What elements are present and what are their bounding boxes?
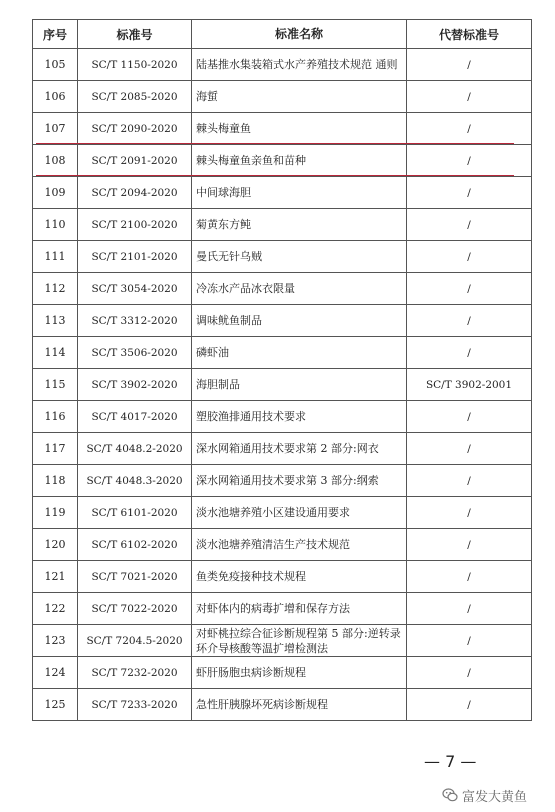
watermark-text: 富发大黄鱼 — [462, 789, 528, 805]
cell-standard-code: SC/T 7021-2020 — [78, 561, 192, 593]
cell-standard-name: 深水网箱通用技术要求第 2 部分:网衣 — [192, 433, 407, 465]
cell-standard-name: 急性肝胰腺坏死病诊断规程 — [192, 689, 407, 721]
cell-serial-number: 111 — [33, 241, 78, 273]
header-replaced-standard: 代替标准号 — [407, 20, 532, 49]
cell-serial-number: 119 — [33, 497, 78, 529]
highlight-underline-107 — [36, 143, 514, 144]
cell-standard-code: SC/T 2090-2020 — [78, 113, 192, 145]
standards-table — [32, 19, 532, 721]
cell-standard-name: 磷虾油 — [192, 337, 407, 369]
cell-standard-name: 淡水池塘养殖小区建设通用要求 — [192, 497, 407, 529]
cell-replaced-standard: / — [407, 657, 532, 689]
cell-standard-name: 棘头梅童鱼 — [192, 113, 407, 145]
cell-standard-name: 曼氏无针乌贼 — [192, 241, 407, 273]
table-row — [33, 49, 532, 81]
cell-standard-code: SC/T 2091-2020 — [78, 145, 192, 177]
cell-replaced-standard: / — [407, 593, 532, 625]
cell-standard-name: 中间球海胆 — [192, 177, 407, 209]
watermark — [442, 785, 527, 805]
cell-standard-code: SC/T 3902-2020 — [78, 369, 192, 401]
header-standard-name: 标准名称 — [192, 20, 407, 49]
cell-replaced-standard: / — [407, 433, 532, 465]
table-row — [33, 337, 532, 369]
cell-standard-code: SC/T 2100-2020 — [78, 209, 192, 241]
table-row — [33, 433, 532, 465]
wechat-icon — [442, 787, 458, 803]
cell-serial-number: 113 — [33, 305, 78, 337]
cell-replaced-standard: / — [407, 241, 532, 273]
cell-serial-number: 117 — [33, 433, 78, 465]
cell-standard-name: 调味鱿鱼制品 — [192, 305, 407, 337]
cell-standard-code: SC/T 7233-2020 — [78, 689, 192, 721]
cell-serial-number: 115 — [33, 369, 78, 401]
cell-standard-name: 陆基推水集装箱式水产养殖技术规范 通则 — [192, 49, 407, 81]
table-row — [33, 113, 532, 145]
cell-standard-code: SC/T 3054-2020 — [78, 273, 192, 305]
cell-replaced-standard: / — [407, 401, 532, 433]
header-serial-number: 序号 — [33, 20, 78, 49]
cell-replaced-standard: / — [407, 113, 532, 145]
cell-standard-code: SC/T 7232-2020 — [78, 657, 192, 689]
cell-serial-number: 125 — [33, 689, 78, 721]
table-row — [33, 529, 532, 561]
header-standard-code: 标准号 — [78, 20, 192, 49]
cell-standard-code: SC/T 7204.5-2020 — [78, 625, 192, 657]
cell-standard-name: 鱼类免疫接种技术规程 — [192, 561, 407, 593]
cell-standard-name: 海蜇 — [192, 81, 407, 113]
cell-replaced-standard: / — [407, 81, 532, 113]
table-row — [33, 145, 532, 177]
cell-serial-number: 106 — [33, 81, 78, 113]
cell-replaced-standard: / — [407, 561, 532, 593]
cell-standard-name: 棘头梅童鱼亲鱼和苗种 — [192, 145, 407, 177]
table-row — [33, 561, 532, 593]
cell-replaced-standard: / — [407, 273, 532, 305]
table-body — [33, 49, 532, 721]
cell-serial-number: 120 — [33, 529, 78, 561]
cell-replaced-standard: / — [407, 497, 532, 529]
table-row — [33, 497, 532, 529]
cell-serial-number: 105 — [33, 49, 78, 81]
cell-replaced-standard: / — [407, 145, 532, 177]
cell-standard-name: 对虾体内的病毒扩增和保存方法 — [192, 593, 407, 625]
cell-standard-name: 虾肝肠胞虫病诊断规程 — [192, 657, 407, 689]
cell-standard-code: SC/T 2101-2020 — [78, 241, 192, 273]
cell-serial-number: 116 — [33, 401, 78, 433]
cell-standard-name: 塑胶渔排通用技术要求 — [192, 401, 407, 433]
cell-replaced-standard: / — [407, 49, 532, 81]
table-row — [33, 305, 532, 337]
cell-serial-number: 118 — [33, 465, 78, 497]
cell-standard-code: SC/T 2094-2020 — [78, 177, 192, 209]
cell-serial-number: 121 — [33, 561, 78, 593]
cell-standard-name: 对虾桃拉综合征诊断规程第 5 部分:逆转录环介导核酸等温扩增检测法 — [192, 625, 407, 657]
table-row — [33, 81, 532, 113]
cell-serial-number: 109 — [33, 177, 78, 209]
cell-standard-code: SC/T 6101-2020 — [78, 497, 192, 529]
cell-replaced-standard: / — [407, 177, 532, 209]
cell-standard-code: SC/T 1150-2020 — [78, 49, 192, 81]
cell-serial-number: 107 — [33, 113, 78, 145]
cell-standard-code: SC/T 4017-2020 — [78, 401, 192, 433]
cell-standard-code: SC/T 7022-2020 — [78, 593, 192, 625]
cell-replaced-standard: / — [407, 305, 532, 337]
cell-standard-name: 深水网箱通用技术要求第 3 部分:纲索 — [192, 465, 407, 497]
table-row — [33, 689, 532, 721]
table-row — [33, 177, 532, 209]
cell-replaced-standard: / — [407, 529, 532, 561]
cell-serial-number: 110 — [33, 209, 78, 241]
table-row — [33, 273, 532, 305]
cell-standard-name: 冷冻水产品冰衣限量 — [192, 273, 407, 305]
table-row — [33, 209, 532, 241]
cell-standard-name: 海胆制品 — [192, 369, 407, 401]
cell-replaced-standard: / — [407, 209, 532, 241]
cell-standard-code: SC/T 3506-2020 — [78, 337, 192, 369]
table-row — [33, 369, 532, 401]
cell-standard-name: 菊黄东方鲀 — [192, 209, 407, 241]
cell-replaced-standard: / — [407, 465, 532, 497]
cell-standard-name: 淡水池塘养殖清洁生产技术规范 — [192, 529, 407, 561]
cell-standard-code: SC/T 4048.2-2020 — [78, 433, 192, 465]
cell-replaced-standard: / — [407, 689, 532, 721]
cell-serial-number: 114 — [33, 337, 78, 369]
cell-serial-number: 124 — [33, 657, 78, 689]
table-row — [33, 465, 532, 497]
cell-replaced-standard: SC/T 3902-2001 — [407, 369, 532, 401]
cell-replaced-standard: / — [407, 625, 532, 657]
cell-standard-code: SC/T 3312-2020 — [78, 305, 192, 337]
table-row — [33, 593, 532, 625]
table-row — [33, 625, 532, 657]
cell-standard-code: SC/T 4048.3-2020 — [78, 465, 192, 497]
cell-serial-number: 108 — [33, 145, 78, 177]
table-row — [33, 657, 532, 689]
table-header-row — [33, 20, 532, 49]
cell-standard-code: SC/T 2085-2020 — [78, 81, 192, 113]
cell-serial-number: 122 — [33, 593, 78, 625]
cell-standard-code: SC/T 6102-2020 — [78, 529, 192, 561]
table-row — [33, 401, 532, 433]
cell-serial-number: 112 — [33, 273, 78, 305]
cell-serial-number: 123 — [33, 625, 78, 657]
page-number: — 7 — — [424, 752, 477, 771]
highlight-underline-108 — [36, 175, 514, 176]
cell-replaced-standard: / — [407, 337, 532, 369]
table-row — [33, 241, 532, 273]
